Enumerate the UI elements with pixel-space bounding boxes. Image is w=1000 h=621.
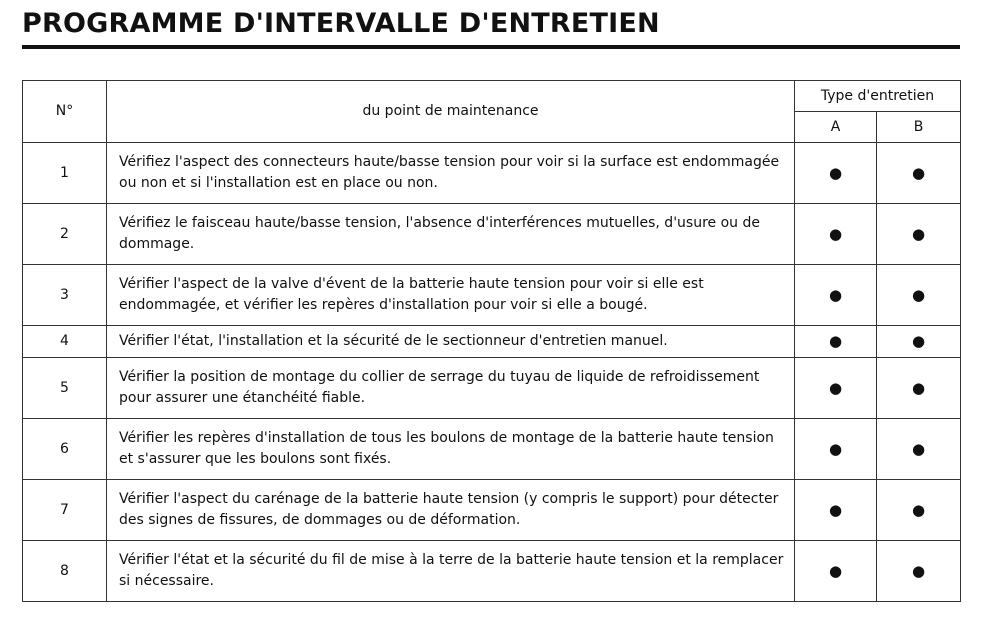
row-mark-b: ●: [877, 419, 961, 480]
header-type-b: B: [877, 112, 961, 143]
table-row: [23, 480, 961, 541]
row-number: 3: [23, 265, 107, 326]
header-type-a: A: [795, 112, 877, 143]
row-number: 6: [23, 419, 107, 480]
row-number: 5: [23, 358, 107, 419]
row-description: Vérifiez le faisceau haute/basse tension, l'absence d'interférences mutuelles, d'usure ou de dommage.: [107, 204, 795, 265]
row-mark-a: ●: [795, 204, 877, 265]
row-mark-b: ●: [877, 143, 961, 204]
table-row: [23, 326, 961, 358]
row-mark-a: ●: [795, 541, 877, 602]
row-mark-a: ●: [795, 419, 877, 480]
row-mark-b: ●: [877, 265, 961, 326]
row-number: 2: [23, 204, 107, 265]
row-mark-b: ●: [877, 541, 961, 602]
row-number: 1: [23, 143, 107, 204]
row-mark-a: ●: [795, 143, 877, 204]
row-description: Vérifier les repères d'installation de tous les boulons de montage de la batterie haute tension et s'assurer que les boulons sont fixés.: [107, 419, 795, 480]
row-description: Vérifier l'état, l'installation et la sécurité de le sectionneur d'entretien manuel.: [107, 326, 795, 358]
row-mark-b: ●: [877, 358, 961, 419]
table-row: [23, 358, 961, 419]
table-row: [23, 419, 961, 480]
maintenance-schedule-table: [22, 80, 961, 602]
row-description: Vérifier la position de montage du collier de serrage du tuyau de liquide de refroidissement pour assurer une étanchéité fiable.: [107, 358, 795, 419]
row-number: 4: [23, 326, 107, 358]
row-mark-a: ●: [795, 326, 877, 358]
row-description: Vérifier l'aspect de la valve d'évent de la batterie haute tension pour voir si elle est endommagée, et vérifier les repères d'installation pour voir si elle a bougé.: [107, 265, 795, 326]
table-row: [23, 265, 961, 326]
row-number: 8: [23, 541, 107, 602]
row-description: Vérifier l'aspect du carénage de la batterie haute tension (y compris le support) pour détecter des signes de fissures, de dommages ou de déformation.: [107, 480, 795, 541]
page-title: PROGRAMME D'INTERVALLE D'ENTRETIEN: [22, 8, 660, 39]
table-row: [23, 143, 961, 204]
header-number: N°: [23, 81, 107, 143]
header-description: du point de maintenance: [107, 81, 795, 143]
row-mark-b: ●: [877, 480, 961, 541]
row-mark-b: ●: [877, 326, 961, 358]
row-mark-a: ●: [795, 480, 877, 541]
table-row: [23, 204, 961, 265]
header-maintenance-type: Type d'entretien: [795, 81, 961, 112]
row-mark-a: ●: [795, 358, 877, 419]
row-number: 7: [23, 480, 107, 541]
row-description: Vérifier l'état et la sécurité du fil de mise à la terre de la batterie haute tension et la remplacer si nécessaire.: [107, 541, 795, 602]
row-mark-b: ●: [877, 204, 961, 265]
row-description: Vérifiez l'aspect des connecteurs haute/basse tension pour voir si la surface est endommagée ou non et si l'installation est en place ou non.: [107, 143, 795, 204]
row-mark-a: ●: [795, 265, 877, 326]
table-row: [23, 541, 961, 602]
title-divider: [22, 45, 960, 49]
